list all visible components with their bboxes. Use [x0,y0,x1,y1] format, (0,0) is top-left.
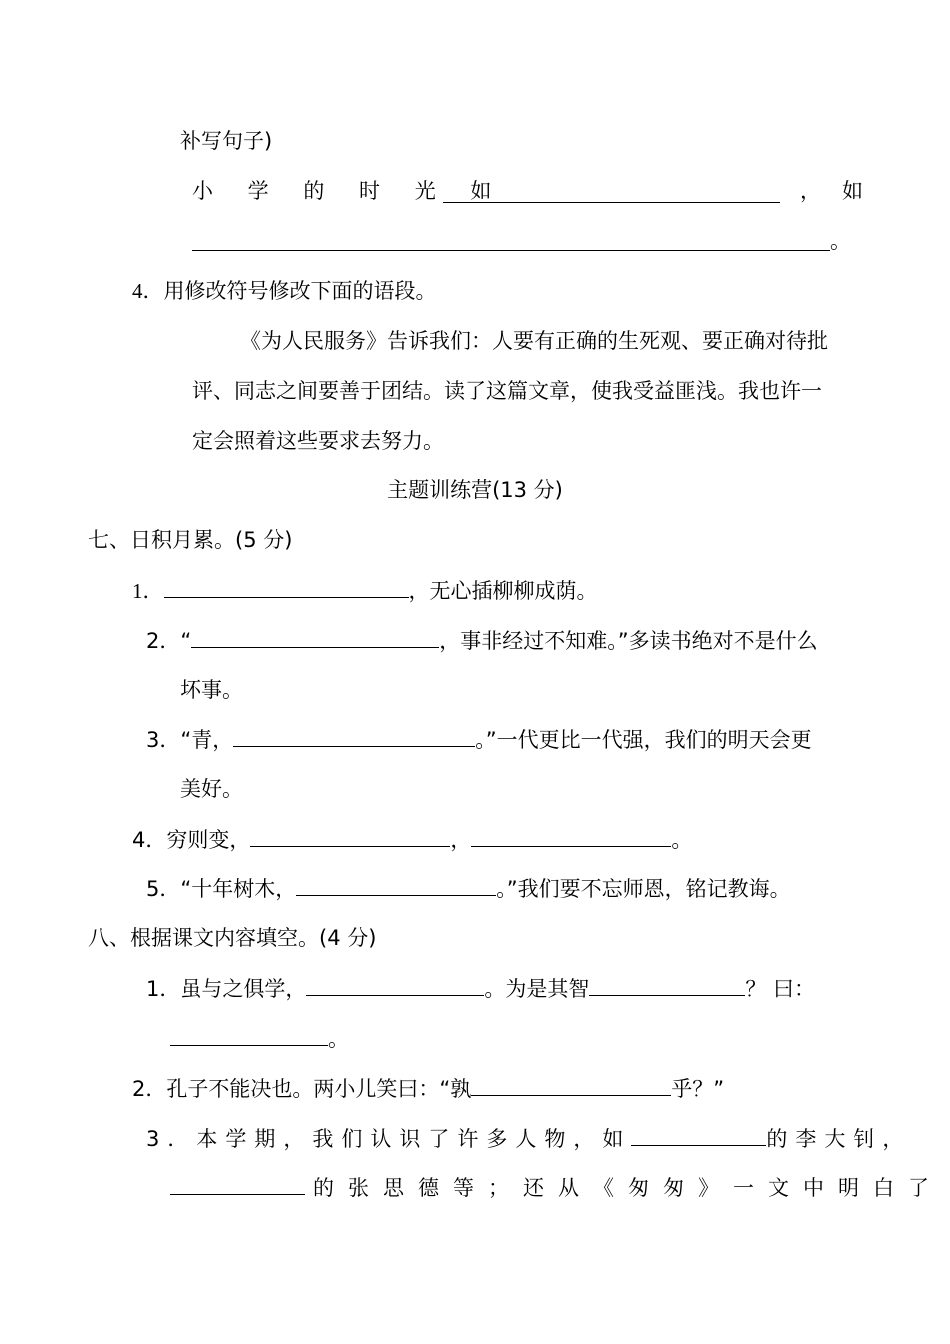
theme-title: 主题训练营(13 分) [387,478,563,502]
answer-blank[interactable] [170,1172,305,1195]
s8-q3-cont: 的张思德等；还从《匆匆》一文中明白了 [170,1172,943,1202]
answer-blank[interactable] [306,973,484,996]
s7-q3-cont: 美好。 [180,777,243,801]
q3-comma: ， [800,179,821,203]
answer-blank[interactable] [296,873,496,896]
answer-blank[interactable] [471,824,671,847]
paragraph-line: 《为人民服务》告诉我们：人要有正确的生死观、要正确对待批 [240,329,828,353]
s7-q2: 2．“ ，事非经过不知难。”多读书绝对不是什么 [146,625,818,655]
s8-q2: 2．孔子不能决也。两小儿笑曰：“孰 乎？” [132,1073,724,1103]
s7-q2-cont: 坏事。 [180,678,243,702]
answer-blank[interactable] [233,724,475,747]
q3-end: 。 [830,229,851,253]
answer-blank[interactable] [191,625,439,648]
answer-blank[interactable] [170,1023,328,1046]
paragraph-line: 定会照着这些要求去努力。 [192,429,444,453]
answer-blank[interactable] [164,575,409,598]
section-8-heading: 八、根据课文内容填空。(4 分) [88,926,377,950]
q4-line: 4．用修改符号修改下面的语段。 [132,279,437,303]
answer-blank[interactable] [589,973,745,996]
s8-q1: 1．虽与之俱学， 。为是其智 ？ 曰： [146,973,815,1003]
paragraph-line: 评、同志之间要善于团结。读了这篇文章，使我受益匪浅。我也许一 [192,379,822,403]
answer-blank[interactable] [631,1123,766,1146]
q3-ru: 如 [842,179,863,203]
s7-q5: 5．“十年树木， 。”我们要不忘师恩，铭记教诲。 [146,873,791,903]
answer-blank[interactable] [192,228,830,251]
s7-q1: 1． ，无心插柳柳成荫。 [132,575,598,605]
s8-q3: 3．本学期，我们认识了许多人物，如 的李大钊， [146,1123,911,1153]
section-7-heading: 七、日积月累。(5 分) [88,528,293,552]
s7-q4: 4．穷则变， ， 。 [132,824,692,854]
answer-blank[interactable] [471,1073,671,1096]
s8-q1-cont: 。 [170,1023,349,1053]
q3-sentence-start: 小 学 的 时 光 如 [192,179,506,203]
answer-blank[interactable] [250,824,450,847]
q3-continuation: 补写句子) [180,129,273,153]
s7-q3: 3．“青， 。”一代更比一代强，我们的明天会更 [146,724,812,754]
answer-blank[interactable] [443,180,780,203]
